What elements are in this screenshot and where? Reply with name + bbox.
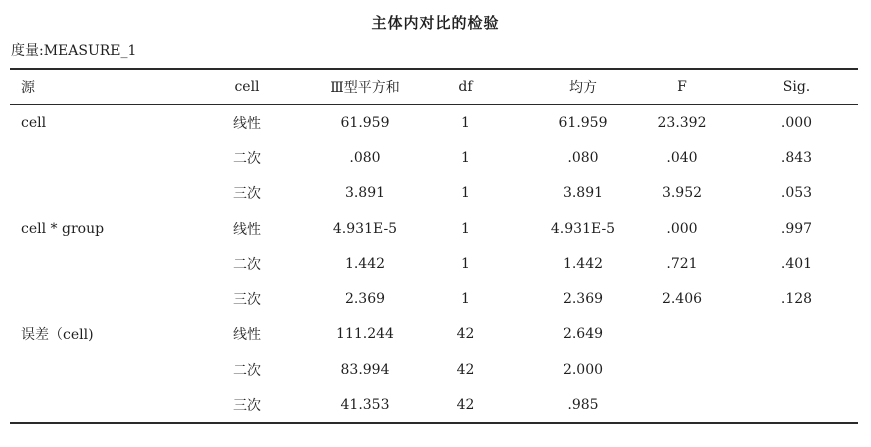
table-row xyxy=(10,176,858,211)
contrast-cell: 二次 xyxy=(233,362,261,379)
ms-cell: .080 xyxy=(567,149,599,166)
f-cell: .721 xyxy=(666,255,698,272)
ms-cell: 3.891 xyxy=(562,185,604,202)
ss-cell: .080 xyxy=(349,149,381,166)
table-row xyxy=(10,211,858,246)
sig-cell xyxy=(735,352,858,387)
table-title: 主体内对比的检验 xyxy=(371,14,500,32)
header-df: df xyxy=(458,79,473,95)
f-cell: 2.406 xyxy=(661,291,703,308)
table-row xyxy=(10,246,858,281)
ss-cell: 3.891 xyxy=(344,185,386,202)
table-row xyxy=(10,352,858,387)
table-row xyxy=(10,387,858,422)
measure-label: 度量:MEASURE_1 xyxy=(11,43,137,59)
ss-cell: 83.994 xyxy=(340,361,390,378)
f-cell: .000 xyxy=(666,220,698,237)
sig-cell: .843 xyxy=(780,149,813,166)
ss-cell: 4.931E-5 xyxy=(332,220,398,237)
df-cell: 1 xyxy=(461,255,470,272)
source-cell: cell * group xyxy=(21,220,105,237)
sig-cell: .997 xyxy=(780,220,813,237)
df-cell: 1 xyxy=(461,149,470,166)
ms-cell: 2.369 xyxy=(562,291,604,308)
df-cell: 1 xyxy=(461,291,470,308)
sig-cell xyxy=(735,317,858,352)
df-cell: 42 xyxy=(456,361,475,378)
ms-cell: 1.442 xyxy=(562,255,604,272)
contrast-cell: 三次 xyxy=(233,292,261,309)
contrast-cell: 线性 xyxy=(233,221,261,238)
contrast-cell: 三次 xyxy=(233,186,261,203)
ms-cell: 2.000 xyxy=(562,361,604,378)
df-cell: 1 xyxy=(461,185,470,202)
sig-cell: .128 xyxy=(780,291,813,308)
table-row xyxy=(10,140,858,175)
table-row xyxy=(10,317,858,352)
source-cell: cell xyxy=(21,114,47,131)
table-row xyxy=(10,281,858,316)
table-body xyxy=(10,105,858,423)
sig-cell: .401 xyxy=(780,255,813,272)
f-cell xyxy=(622,352,742,387)
df-cell: 1 xyxy=(461,114,470,131)
ss-cell: 2.369 xyxy=(344,291,386,308)
f-cell xyxy=(622,387,742,422)
contrast-cell: 线性 xyxy=(233,115,261,132)
header-cell: cell xyxy=(234,79,260,95)
ss-cell: 1.442 xyxy=(344,255,386,272)
df-cell: 42 xyxy=(456,326,475,343)
contrast-table xyxy=(10,70,858,415)
ss-cell: 61.959 xyxy=(340,114,390,131)
f-cell xyxy=(622,317,742,352)
contrast-cell: 线性 xyxy=(233,327,261,344)
ss-cell: 41.353 xyxy=(340,397,390,414)
ss-cell: 111.244 xyxy=(336,326,394,343)
contrast-cell: 三次 xyxy=(233,398,261,415)
sig-cell: .053 xyxy=(780,185,813,202)
f-cell: .040 xyxy=(666,149,698,166)
source-cell: 误差（cell) xyxy=(21,327,94,344)
table-header-row xyxy=(10,70,858,104)
ms-cell: 4.931E-5 xyxy=(550,220,616,237)
ms-cell: .985 xyxy=(567,397,599,414)
contrast-cell: 二次 xyxy=(233,256,261,273)
header-source: 源 xyxy=(21,80,35,96)
header-sig: Sig. xyxy=(782,79,811,95)
df-cell: 42 xyxy=(456,397,475,414)
f-cell: 23.392 xyxy=(657,114,707,131)
header-type-iii-ss: Ⅲ型平方和 xyxy=(330,80,400,96)
df-cell: 1 xyxy=(461,220,470,237)
table-row xyxy=(10,105,858,140)
f-cell: 3.952 xyxy=(661,185,703,202)
header-mean-square: 均方 xyxy=(569,80,597,96)
contrast-cell: 二次 xyxy=(233,150,261,167)
ms-cell: 61.959 xyxy=(558,114,608,131)
ms-cell: 2.649 xyxy=(562,326,604,343)
header-f: F xyxy=(677,79,687,95)
sig-cell: .000 xyxy=(780,114,813,131)
sig-cell xyxy=(735,387,858,422)
